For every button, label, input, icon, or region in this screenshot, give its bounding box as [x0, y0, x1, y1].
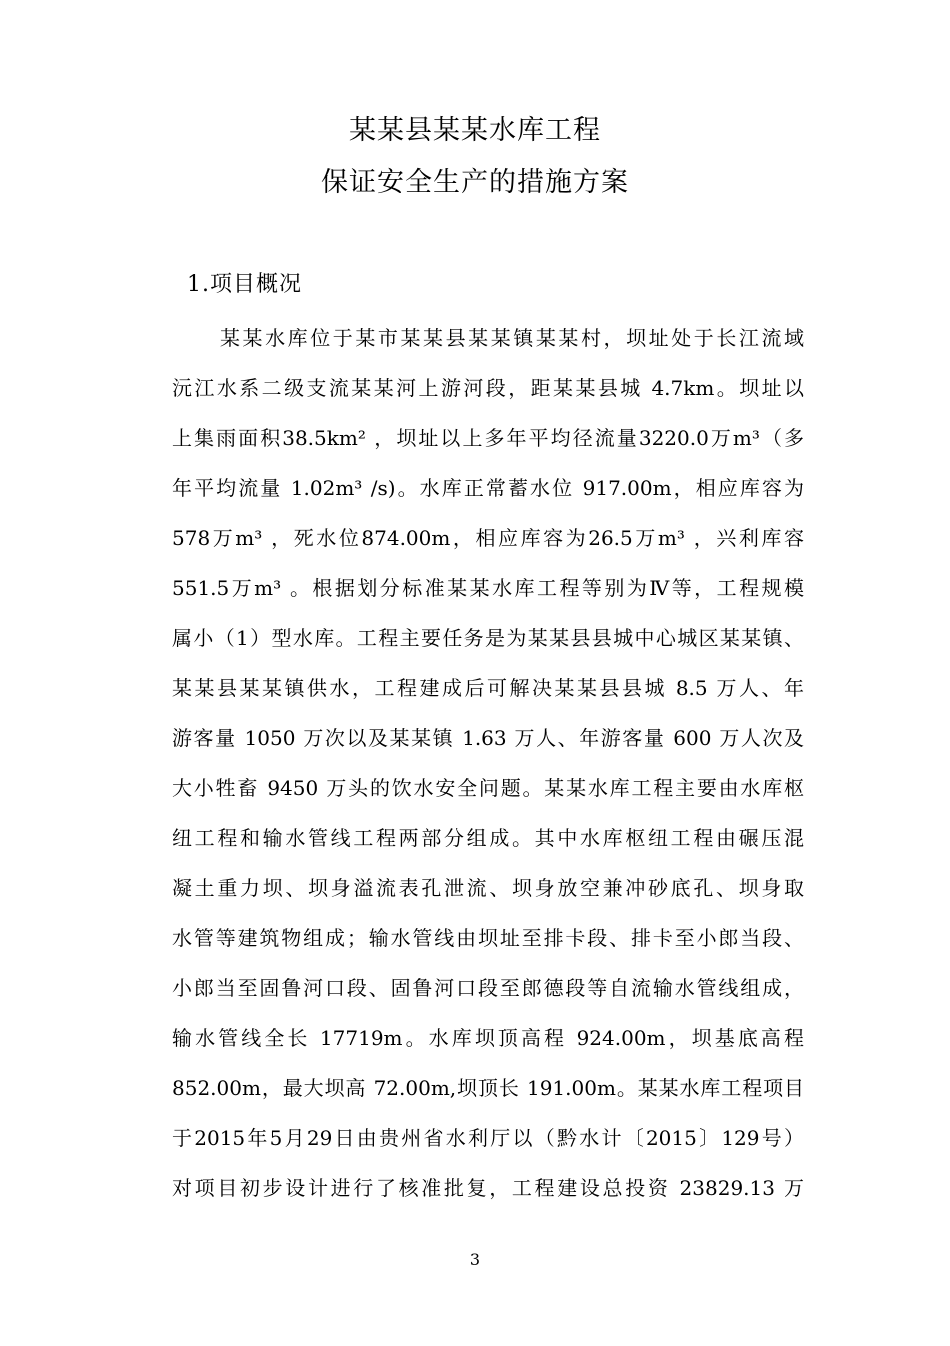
paragraph-line: 578万m³ ，死水位874.00m，相应库容为26.5万m³ ，兴利库容 — [172, 526, 804, 550]
paragraph-line: 对项目初步设计进行了核准批复，工程建设总投资 23829.13 万 — [172, 1176, 804, 1200]
paragraph-line: 852.00m，最大坝高 72.00m,坝顶长 191.00m。某某水库工程项目 — [172, 1076, 804, 1100]
paragraph-line: 纽工程和输水管线工程两部分组成。其中水库枢纽工程由碾压混 — [172, 826, 804, 850]
paragraph-line: 于2015年5月29日由贵州省水利厅以（黔水计〔2015〕129号） — [172, 1126, 804, 1150]
paragraph-line: 小郎当至固鲁河口段、固鲁河口段至郎德段等自流输水管线组成， — [172, 976, 804, 1000]
paragraph-line: 属小（1）型水库。工程主要任务是为某某县县城中心城区某某镇、 — [172, 626, 804, 650]
section-heading: 1.项目概况 — [187, 272, 302, 297]
document-title: 某某县某某水库工程 — [349, 115, 601, 146]
paragraph-line: 某某县某某镇供水，工程建成后可解决某某县县城 8.5 万人、年 — [172, 676, 804, 700]
document-subtitle: 保证安全生产的措施方案 — [321, 167, 629, 198]
paragraph-line: 游客量 1050 万次以及某某镇 1.63 万人、年游客量 600 万人次及 — [172, 726, 804, 750]
paragraph-line: 551.5万m³ 。根据划分标准某某水库工程等别为Ⅳ等，工程规模 — [172, 576, 804, 600]
paragraph-line: 凝土重力坝、坝身溢流表孔泄流、坝身放空兼冲砂底孔、坝身取 — [172, 876, 804, 900]
paragraph-line: 某某水库位于某市某某县某某镇某某村，坝址处于长江流域 — [220, 326, 804, 350]
paragraph-line: 年平均流量 1.02m³ /s)。水库正常蓄水位 917.00m，相应库容为 — [172, 476, 804, 500]
paragraph-line: 输水管线全长 17719m。水库坝顶高程 924.00m，坝基底高程 — [172, 1026, 804, 1050]
page-number: 3 — [469, 1250, 481, 1269]
paragraph-line: 上集雨面积38.5km² ，坝址以上多年平均径流量3220.0万m³（多 — [172, 426, 804, 450]
paragraph-line: 大小牲畜 9450 万头的饮水安全问题。某某水库工程主要由水库枢 — [172, 776, 804, 800]
paragraph-line: 沅江水系二级支流某某河上游河段，距某某县城 4.7km。坝址以 — [172, 376, 804, 400]
paragraph-line: 水管等建筑物组成；输水管线由坝址至排卡段、排卡至小郎当段、 — [172, 926, 804, 950]
